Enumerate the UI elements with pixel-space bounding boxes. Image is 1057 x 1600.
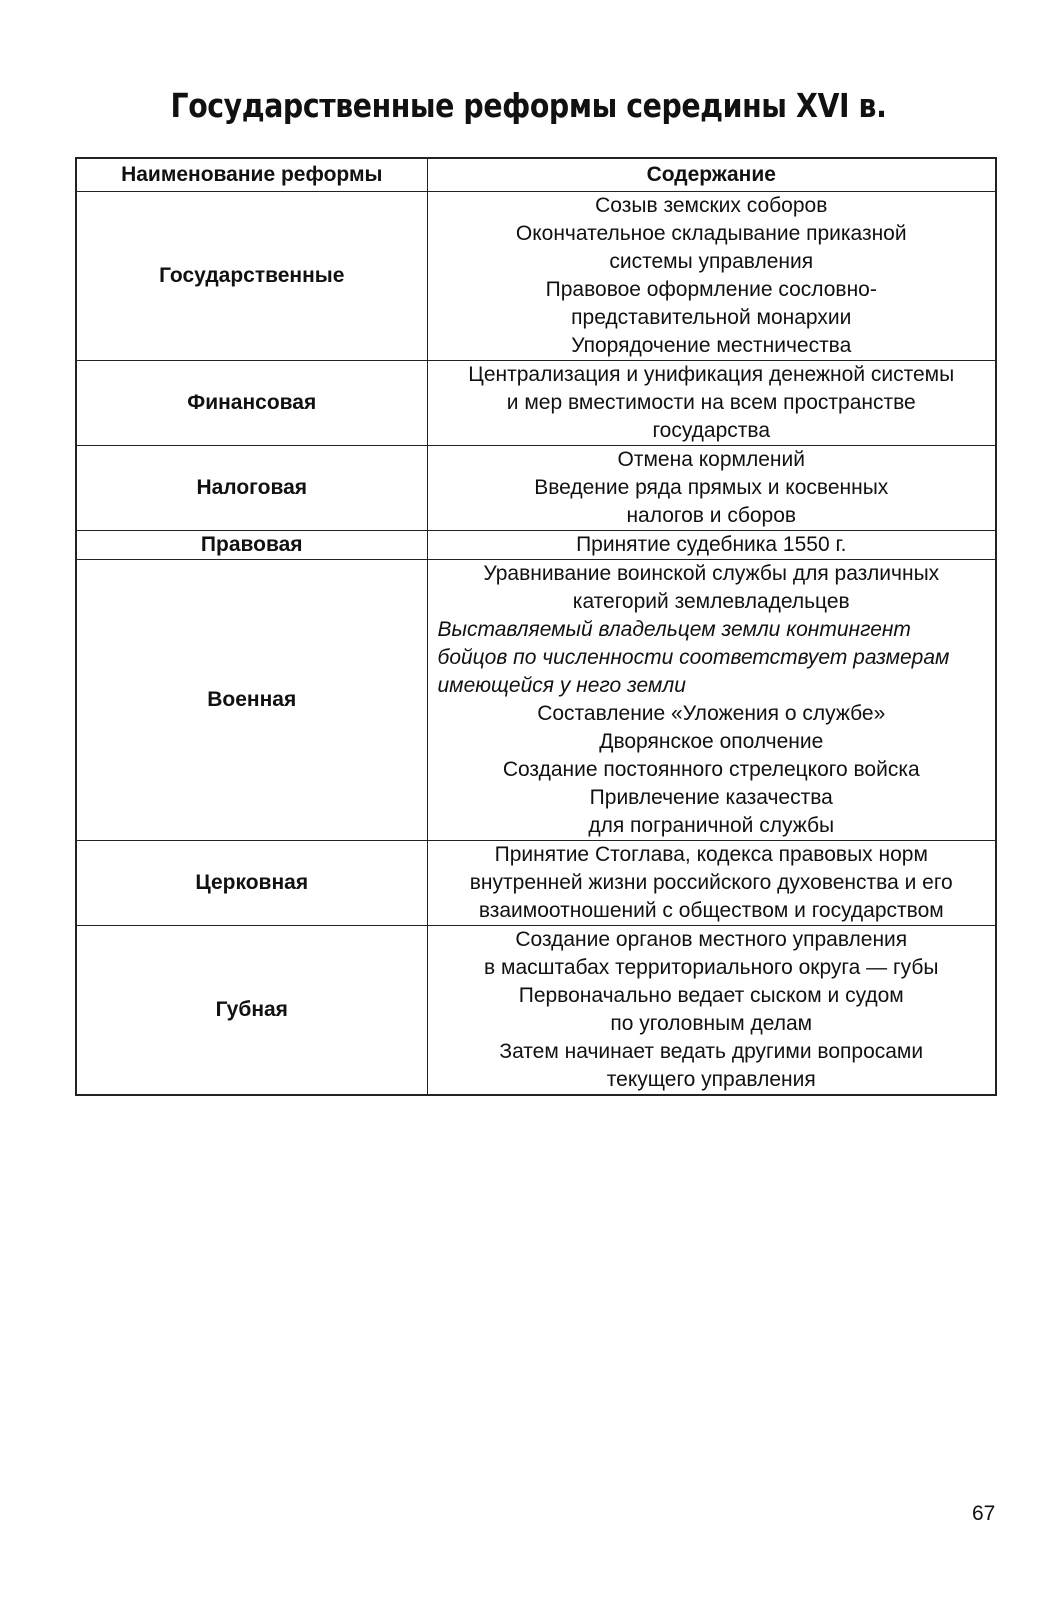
content-line: взаимоотношений с обществом и государством xyxy=(478,899,944,922)
table-body xyxy=(76,192,996,1096)
table-row xyxy=(76,531,996,560)
column-header-name: Наименование реформы xyxy=(76,158,427,192)
content-line: Выставляемый владельцем земли контингент xyxy=(437,618,911,641)
content-line: системы управления xyxy=(609,250,814,273)
content-line: Создание органов местного управления xyxy=(515,928,908,951)
content-line: Дворянское ополчение xyxy=(599,730,824,753)
content-line: внутренней жизни российского духовенства и его xyxy=(469,871,953,894)
reform-content-cell xyxy=(427,192,996,361)
reform-name-cell: Финансовая xyxy=(76,361,427,446)
content-line: Уравнивание воинской службы для различных xyxy=(483,562,940,585)
content-line: Окончательное складывание приказной xyxy=(515,222,907,245)
content-line: имеющейся у него земли xyxy=(437,674,686,697)
content-line: бойцов по численности соответствует размерам xyxy=(437,646,950,669)
content-line: Принятие судебника 1550 г. xyxy=(576,533,847,556)
content-line: в масштабах территориального округа — губы xyxy=(484,956,939,979)
table-row xyxy=(76,560,996,841)
reforms-table xyxy=(75,157,997,1096)
content-line: Правовое оформление сословно- xyxy=(545,278,877,301)
reform-content-cell xyxy=(427,560,996,841)
table-row xyxy=(76,361,996,446)
content-line: по уголовным делам xyxy=(610,1012,813,1035)
reform-name-cell: Государственные xyxy=(76,192,427,361)
reform-name-cell: Церковная xyxy=(76,841,427,926)
table-row xyxy=(76,841,996,926)
content-line: категорий землевладельцев xyxy=(572,590,850,613)
content-line: Затем начинает ведать другими вопросами xyxy=(499,1040,924,1063)
content-line: Создание постоянного стрелецкого войска xyxy=(502,758,920,781)
content-line: Централизация и унификация денежной системы xyxy=(468,363,955,386)
content-line: Отмена кормлений xyxy=(617,448,805,471)
content-line: Составление «Уложения о службе» xyxy=(537,702,886,725)
content-line: представительной монархии xyxy=(571,306,852,329)
reform-content-cell xyxy=(427,446,996,531)
table-row xyxy=(76,192,996,361)
content-line: Упорядочение местничества xyxy=(571,334,852,357)
page-number: 67 xyxy=(972,1502,996,1525)
reform-name-cell: Военная xyxy=(76,560,427,841)
content-line: Привлечение казачества xyxy=(589,786,833,809)
content-line: Принятие Стоглава, кодекса правовых норм xyxy=(494,843,928,866)
table-row xyxy=(76,446,996,531)
table-row xyxy=(76,926,996,1096)
content-line: и мер вместимости на всем пространстве xyxy=(506,391,916,414)
content-line: текущего управления xyxy=(606,1068,816,1091)
content-line: для пограничной службы xyxy=(588,814,835,837)
column-header-content: Содержание xyxy=(427,158,996,192)
content-line: Введение ряда прямых и косвенных xyxy=(534,476,889,499)
content-line: налогов и сборов xyxy=(626,504,797,527)
reform-content-cell xyxy=(427,361,996,446)
reform-name-cell: Губная xyxy=(76,926,427,1096)
reform-content-cell xyxy=(427,926,996,1096)
content-line: Первоначально ведает сыском и судом xyxy=(518,984,904,1007)
reform-content-cell xyxy=(427,531,996,560)
reform-name-cell: Правовая xyxy=(76,531,427,560)
content-line: Созыв земских соборов xyxy=(595,194,828,217)
content-line: государства xyxy=(652,419,770,442)
page-title: Государственные реформы середины XVI в. xyxy=(170,86,887,125)
reform-content-cell xyxy=(427,841,996,926)
table-header-row xyxy=(76,158,996,192)
reform-name-cell: Налоговая xyxy=(76,446,427,531)
